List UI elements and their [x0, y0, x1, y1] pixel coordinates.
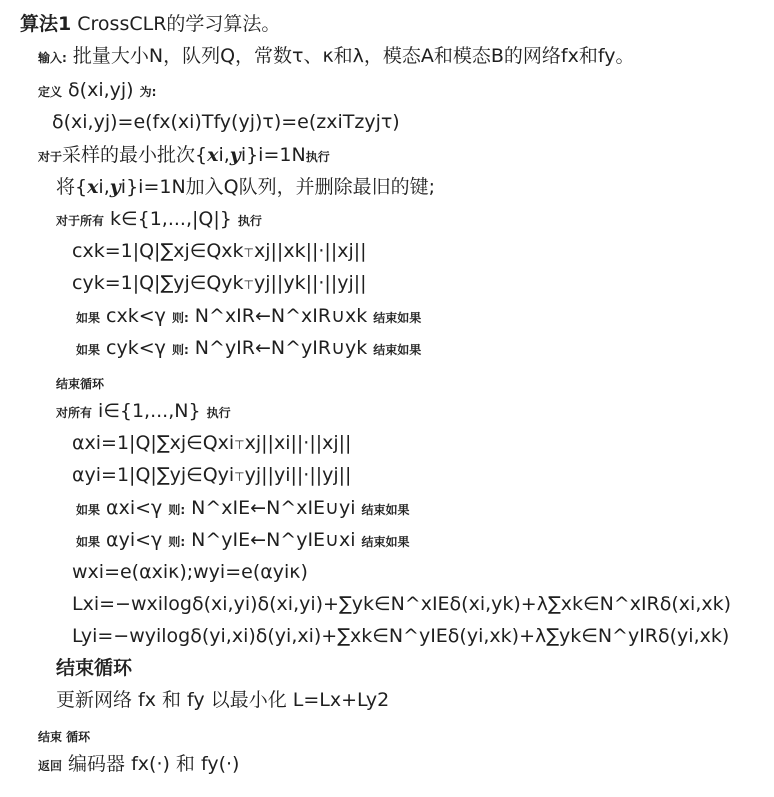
return-line: [38, 753, 239, 776]
if-cxk-action: N^xIR←N^xIR∪xk: [188, 305, 374, 327]
if-cxk-condition: cxk<γ: [100, 305, 172, 327]
weights-equation: [72, 561, 308, 584]
enqueue-rest: i}i=1N加入Q队列，并删除最旧的键;: [120, 176, 436, 198]
if-ayi-line: [76, 529, 410, 552]
math-y: y: [229, 144, 241, 166]
for-all-keyword: 对于所有: [56, 214, 105, 228]
if-ayi-condition: αyi<γ: [100, 529, 169, 551]
end-loop-1: [56, 373, 104, 392]
transpose-symbol: ⊤: [234, 438, 245, 452]
ayi-part-a: αyi=1|Q|∑yj∈Qyi: [72, 464, 235, 486]
lxi-text: Lxi=−wxilogδ(xi,yi)δ(xi,yi)+∑yk∈N^xIEδ(xi,yk)+λ∑xk∈N^xIRδ(xi,xk): [72, 593, 732, 615]
end-loop-keyword: 结束 循环: [38, 730, 91, 744]
then-keyword: 则:: [168, 503, 186, 517]
then-keyword: 则:: [171, 311, 189, 325]
ayi-equation: [72, 464, 351, 487]
cyk-part-b: yj||yk||·||yj||: [254, 272, 367, 294]
if-keyword: 如果: [76, 503, 101, 517]
transpose-symbol: ⊤: [243, 246, 254, 260]
math-comma: ,: [103, 176, 110, 198]
for-all-i-line: [56, 400, 231, 423]
cyk-part-a: cyk=1|Q|∑yj∈Qyk: [72, 272, 244, 294]
cxk-equation: [72, 240, 367, 263]
math-sub-i: i: [98, 176, 104, 198]
cxk-part-a: cxk=1|Q|∑xj∈Qxk: [72, 240, 244, 262]
end-if-keyword: 结束如果: [373, 311, 422, 325]
enqueue-line: [56, 176, 435, 199]
if-ayi-action: N^yIE←N^yIE∪xi: [185, 529, 362, 551]
if-axi-line: [76, 497, 410, 520]
end-if-keyword: 结束如果: [361, 503, 410, 517]
end-loop-2: [56, 657, 132, 680]
input-keyword: 输入:: [38, 51, 67, 65]
axi-equation: [72, 432, 351, 455]
axi-part-a: αxi=1|Q|∑xj∈Qxi: [72, 432, 235, 454]
if-keyword: 如果: [76, 343, 101, 357]
algorithm-title: [20, 13, 280, 36]
transpose-symbol: ⊤: [243, 278, 254, 292]
for-sample-text: 采样的最小批次{: [62, 144, 208, 166]
axi-part-b: xj||xi||·||xj||: [244, 432, 352, 454]
do-keyword: 执行: [206, 406, 231, 420]
if-keyword: 如果: [76, 535, 101, 549]
end-if-keyword: 结束如果: [373, 343, 422, 357]
if-axi-condition: αxi<γ: [100, 497, 169, 519]
end-loop-keyword: 结束循环: [56, 657, 133, 679]
weights-text: wxi=e(αxiκ);wyi=e(αyiκ): [72, 561, 308, 583]
if-axi-action: N^xIE←N^xIE∪yi: [185, 497, 362, 519]
end-loop-keyword: 结束循环: [56, 377, 105, 391]
for-all-k-line: [56, 208, 262, 231]
do-keyword: 执行: [305, 150, 330, 164]
algorithm-number: 算法1: [20, 13, 72, 35]
algorithm-name: CrossCLR的学习算法。: [71, 13, 281, 35]
then-keyword: 则:: [171, 343, 189, 357]
define-line: [38, 79, 156, 102]
if-keyword: 如果: [76, 311, 101, 325]
enqueue-text: 将{: [56, 176, 88, 198]
if-cyk-action: N^yIR←N^yIR∪yk: [188, 337, 374, 359]
ayi-part-b: yj||yi||·||yj||: [244, 464, 352, 486]
cyk-equation: [72, 272, 367, 295]
define-text: δ(xi,yj): [62, 79, 140, 101]
math-comma: ,: [223, 144, 230, 166]
if-cyk-line: [76, 337, 421, 360]
for-keyword: 对于: [38, 150, 63, 164]
for-all-keyword: 对所有: [56, 406, 93, 420]
define-keyword-as: 为:: [139, 85, 157, 99]
do-keyword: 执行: [237, 214, 262, 228]
for-all-i-text: i∈{1,...,N}: [92, 400, 207, 422]
end-loop-3: [38, 726, 90, 745]
input-text: 批量大小N，队列Q，常数τ、κ和λ，模态A和模态B的网络fx和fy。: [66, 45, 635, 67]
math-x: x: [207, 144, 219, 166]
end-if-keyword: 结束如果: [361, 535, 410, 549]
return-keyword: 返回: [38, 759, 63, 773]
then-keyword: 则:: [168, 535, 186, 549]
for-sample-line: [38, 144, 330, 167]
input-line: [38, 45, 634, 68]
lyi-text: Lyi=−wyilogδ(yi,xi)δ(yi,xi)+∑xk∈N^yIEδ(yi,xk)+λ∑yk∈N^yIRδ(yi,xk): [72, 625, 730, 647]
for-sample-rest: i}i=1N: [240, 144, 306, 166]
define-keyword: 定义: [38, 85, 63, 99]
transpose-symbol: ⊤: [234, 470, 245, 484]
lxi-equation: [72, 593, 731, 616]
return-text: 编码器 fx(·) 和 fy(·): [62, 753, 240, 775]
define-equation-text: δ(xi,yj)=e(fx(xi)Tfy(yj)τ)=e(zxiTzyjτ): [52, 111, 400, 133]
if-cyk-condition: cyk<γ: [100, 337, 172, 359]
math-sub-i: i: [218, 144, 224, 166]
if-cxk-line: [76, 305, 421, 328]
math-y: y: [109, 176, 121, 198]
for-all-k-text: k∈{1,...,|Q|}: [104, 208, 238, 230]
update-line: [56, 689, 389, 712]
define-equation: [52, 111, 400, 134]
math-x: x: [87, 176, 99, 198]
lyi-equation: [72, 625, 729, 648]
cxk-part-b: xj||xk||·||xj||: [254, 240, 367, 262]
update-text: 更新网络 fx 和 fy 以最小化 L=Lx+Ly2: [56, 689, 390, 711]
